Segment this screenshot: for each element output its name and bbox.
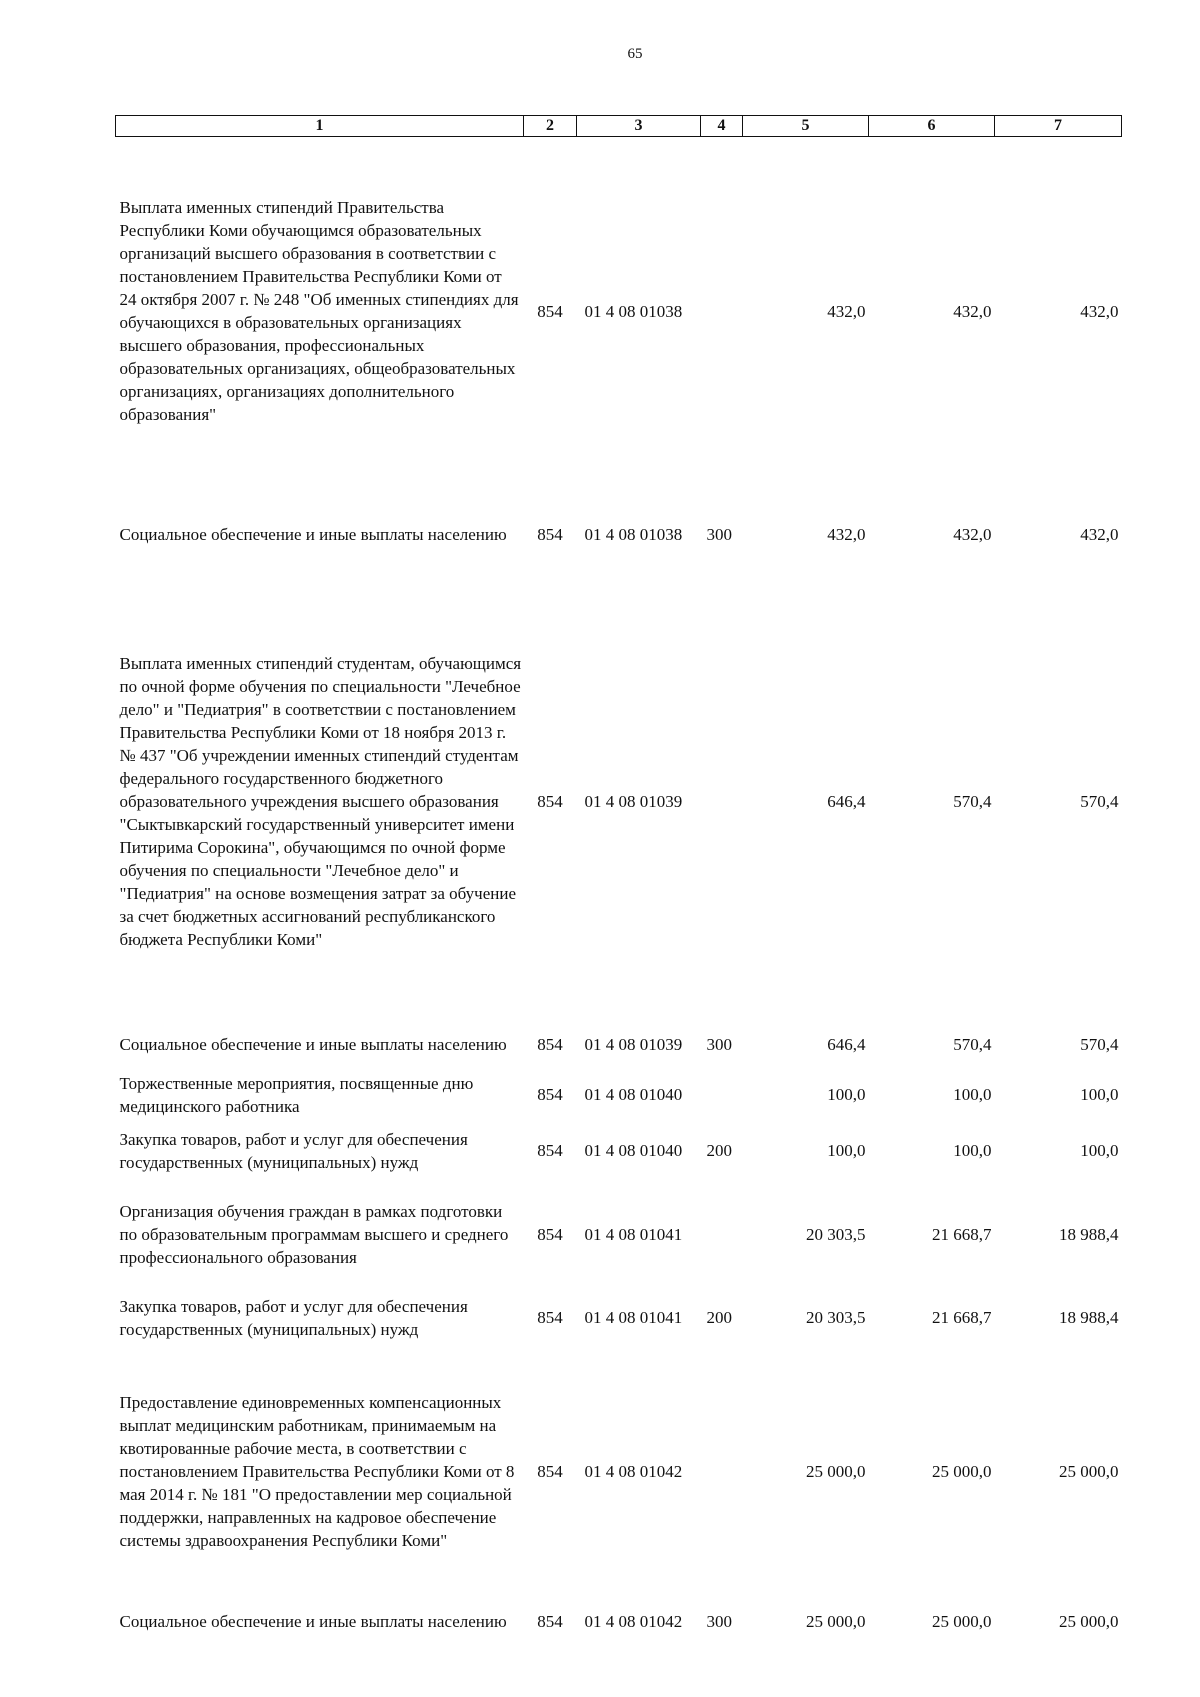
table-header [116, 116, 1122, 137]
row-target-article: 01 4 08 01040 [584, 1085, 683, 1104]
table-row [116, 1070, 1122, 1120]
table-row [116, 486, 1122, 584]
row-value-col6: 21 668,7 [932, 1308, 992, 1327]
row-name: Закупка товаров, работ и услуг для обеспечения государственных (муниципальных) нужд [119, 1129, 468, 1172]
row-expense-type [701, 137, 743, 486]
row-target-article: 01 4 08 01040 [584, 1141, 683, 1160]
table-row [116, 1594, 1122, 1650]
row-value-col5: 20 303,5 [806, 1224, 866, 1244]
row-name: Социальное обеспечение и иные выплаты населению [119, 1035, 507, 1054]
column-header: 7 [995, 116, 1122, 137]
row-department-code: 854 [537, 1461, 563, 1481]
row-department-code: 854 [537, 1612, 563, 1631]
row-target-article: 01 4 08 01042 [584, 1461, 683, 1481]
row-value-col7: 432,0 [1080, 301, 1119, 321]
row-value-col7: 570,4 [1080, 792, 1119, 811]
row-target-article: 01 4 08 01038 [584, 301, 683, 321]
row-value-col5: 25 000,0 [806, 1461, 866, 1481]
page-number: 65 [627, 46, 643, 62]
row-value-col6: 25 000,0 [932, 1612, 992, 1631]
row-value-col5: 646,4 [827, 1035, 866, 1054]
row-value-col6: 570,4 [953, 792, 992, 811]
row-department-code: 854 [537, 301, 563, 321]
row-value-col6: 432,0 [953, 301, 992, 321]
row-expense-type [701, 1182, 743, 1287]
table-row [116, 1349, 1122, 1594]
row-target-article: 01 4 08 01039 [584, 792, 683, 811]
row-name: Выплата именных стипендий студентам, обучающимся по очной форме обучения по специальности "Лечебное дело" и "Педиатрия" в соответствии с постановлением Правительства Республики Коми от 18 ноября 2013 г. № 437 "Об учреждении именных стипендий студентам федерального государственного бюджетного образовательного учреждения высшего образования "Сыктывкарский государственный университет имени Питирима Сорокина", обучающимся по очной форме обучения по специальности "Лечебное дело" и "Педиатрия" на основе возмещения затрат за обучение за счет бюджетных ассигнований республиканского бюджета Республики Коми" [119, 654, 522, 949]
row-value-col5: 432,0 [827, 301, 866, 321]
row-name: Организация обучения граждан в рамках подготовки по образовательным программам высшего и среднего профессионального образования [119, 1201, 509, 1267]
row-target-article: 01 4 08 01041 [584, 1308, 683, 1327]
budget-table [115, 115, 1122, 1650]
row-expense-type: 300 [706, 525, 732, 544]
row-value-col5: 100,0 [827, 1141, 866, 1160]
row-name: Закупка товаров, работ и услуг для обеспечения государственных (муниципальных) нужд [119, 1296, 468, 1339]
row-target-article: 01 4 08 01041 [584, 1224, 683, 1244]
column-header: 5 [743, 116, 869, 137]
column-header: 2 [524, 116, 577, 137]
row-value-col7: 432,0 [1080, 525, 1119, 544]
row-value-col6: 100,0 [953, 1141, 992, 1160]
row-value-col6: 25 000,0 [932, 1461, 992, 1481]
column-header: 1 [116, 116, 524, 137]
row-value-col6: 100,0 [953, 1085, 992, 1104]
table-row [116, 1182, 1122, 1287]
row-value-col5: 646,4 [827, 792, 866, 811]
row-department-code: 854 [537, 525, 563, 544]
row-value-col7: 18 988,4 [1059, 1224, 1119, 1244]
table-row [116, 1287, 1122, 1349]
budget-table-container [115, 115, 1121, 1650]
row-expense-type [701, 1349, 743, 1594]
row-expense-type: 200 [706, 1308, 732, 1327]
row-value-col6: 21 668,7 [932, 1224, 992, 1244]
row-name: Выплата именных стипендий Правительства Республики Коми обучающимся образовательных организаций высшего образования в соответствии с постановлением Правительства Республики Коми от 24 октября 2007 г. № 248 "Об именных стипендиях для обучающихся в образовательных организациях высшего образования, профессиональных образовательных организациях, общеобразовательных организациях, организациях дополнительного образования" [119, 198, 519, 425]
row-department-code: 854 [537, 1035, 563, 1054]
row-name: Торжественные мероприятия, посвященные дню медицинского работника [119, 1073, 474, 1116]
row-target-article: 01 4 08 01039 [584, 1035, 683, 1054]
row-name: Социальное обеспечение и иные выплаты населению [119, 1612, 507, 1631]
row-value-col5: 25 000,0 [806, 1612, 866, 1631]
column-header: 3 [577, 116, 701, 137]
header-row [116, 116, 1122, 137]
row-department-code: 854 [537, 1141, 563, 1160]
column-header: 4 [701, 116, 743, 137]
row-expense-type: 200 [706, 1141, 732, 1160]
row-target-article: 01 4 08 01038 [584, 525, 683, 544]
row-department-code: 854 [537, 1224, 563, 1244]
row-department-code: 854 [537, 792, 563, 811]
table-body [116, 137, 1122, 1650]
row-value-col7: 570,4 [1080, 1035, 1119, 1054]
row-value-col5: 432,0 [827, 525, 866, 544]
table-row [116, 137, 1122, 486]
table-row [116, 1120, 1122, 1182]
row-value-col7: 100,0 [1080, 1141, 1119, 1160]
row-value-col6: 570,4 [953, 1035, 992, 1054]
row-department-code: 854 [537, 1085, 563, 1104]
column-header: 6 [869, 116, 995, 137]
row-expense-type [701, 1070, 743, 1120]
row-name: Социальное обеспечение и иные выплаты населению [119, 525, 507, 544]
row-value-col7: 25 000,0 [1059, 1612, 1119, 1631]
row-value-col5: 100,0 [827, 1085, 866, 1104]
table-row [116, 1020, 1122, 1070]
row-value-col6: 432,0 [953, 525, 992, 544]
row-expense-type: 300 [706, 1035, 732, 1054]
row-name: Предоставление единовременных компенсационных выплат медицинским работникам, принимаемым на квотированные рабочие места, в соответствии с постановлением Правительства Республики Коми от 8 мая 2014 г. № 181 "О предоставлении мер социальной поддержки, направленных на кадровое обеспечение системы здравоохранения Республики Коми" [119, 1392, 515, 1550]
row-value-col7: 25 000,0 [1059, 1461, 1119, 1481]
row-value-col5: 20 303,5 [806, 1308, 866, 1327]
table-row [116, 584, 1122, 1020]
row-department-code: 854 [537, 1308, 563, 1327]
row-value-col7: 18 988,4 [1059, 1308, 1119, 1327]
row-target-article: 01 4 08 01042 [584, 1612, 683, 1631]
row-expense-type: 300 [706, 1612, 732, 1631]
row-expense-type [701, 584, 743, 1020]
row-value-col7: 100,0 [1080, 1085, 1119, 1104]
